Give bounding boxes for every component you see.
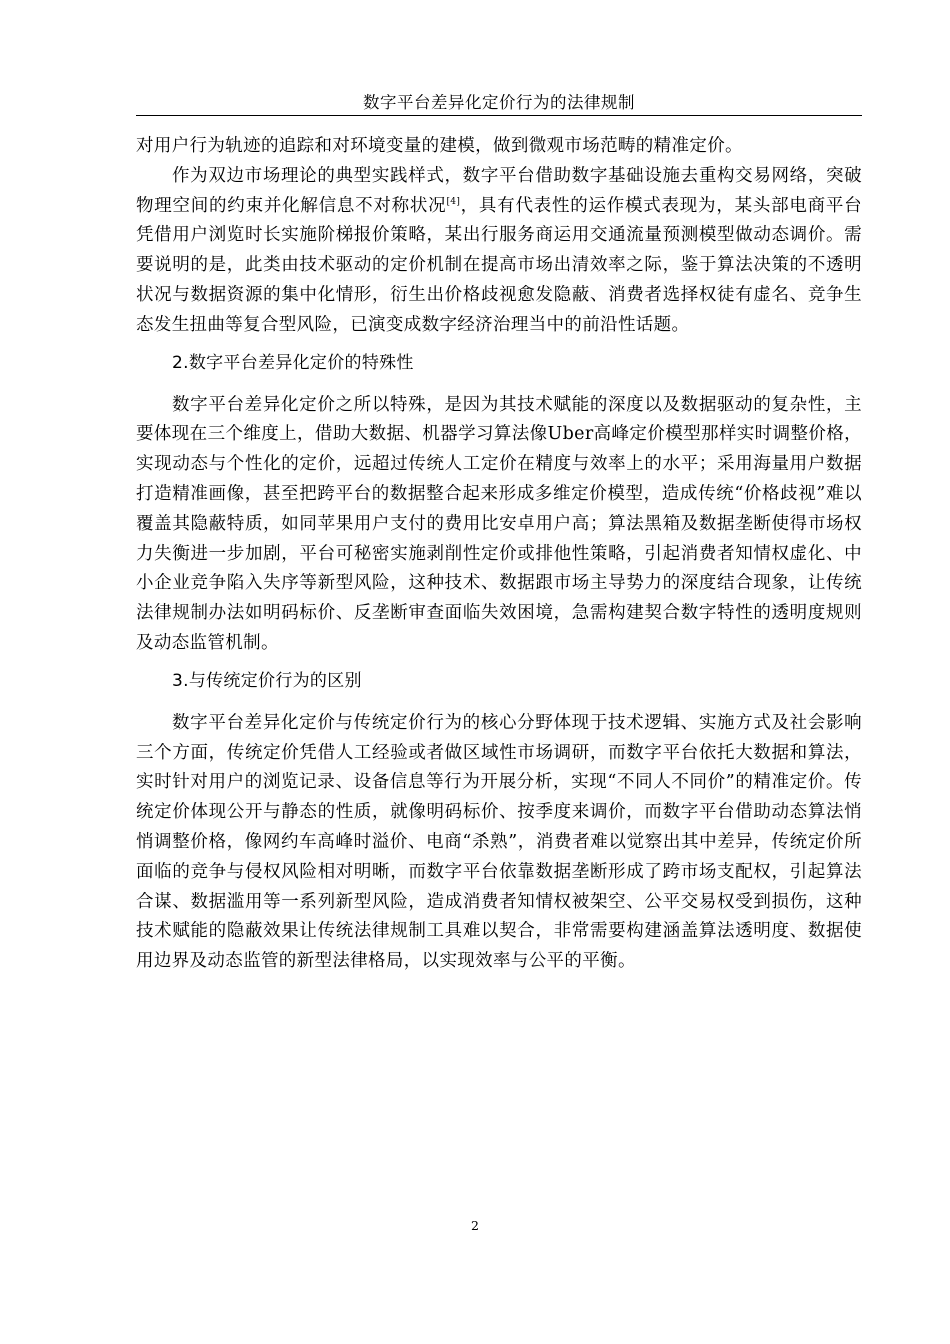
- page-body: [136, 132, 862, 977]
- section-heading-3: 3.与传统定价行为的区别: [172, 670, 362, 691]
- running-header: 数字平台差异化定价行为的法律规制: [363, 93, 635, 112]
- page-number: 2: [471, 1218, 479, 1233]
- section-heading-2: 2.数字平台差异化定价的特殊性: [172, 352, 414, 373]
- citation-ref: [4]: [446, 196, 461, 207]
- paragraph-text-part2: ，具有代表性的运作模式表现为，某头部电商平台凭借用户浏览时长实施阶梯报价策略，某出行服务商运用交通流量预测模型做动态调价。需要说明的是，此类由技术驱动的定价机制在提高市场出清效率之际，鉴于算法决策的不透明状况与数据资源的集中化情形，衍生出价格歧视愈发隐蔽、消费者选择权徒有虚名、竞争生态发生扭曲等复合型风险，已演变成数字经济治理当中的前沿性话题。: [136, 195, 862, 335]
- paragraph-two-sided-market: [136, 162, 862, 341]
- paragraph-specialty: 数字平台差异化定价之所以特殊，是因为其技术赋能的深度以及数据驱动的复杂性，主要体现在三个维度上，借助大数据、机器学习算法像Uber高峰定价模型那样实时调整价格，实现动态与个性化的定价，远超过传统人工定价在精度与效率上的水平；采用海量用户数据打造精准画像，甚至把跨平台的数据整合起来形成多维定价模型，造成传统“价格歧视”难以覆盖其隐蔽特质，如同苹果用户支付的费用比安卓用户高；算法黑箱及数据垄断使得市场权力失衡进一步加剧，平台可秘密实施剥削性定价或排他性策略，引起消费者知情权虚化、中小企业竞争陷入失序等新型风险，这种技术、数据跟市场主导势力的深度结合现象，让传统法律规制办法如明码标价、反垄断审查面临失效困境，急需构建契合数字特性的透明度规则及动态监管机制。: [136, 394, 862, 653]
- paragraph-continuation: 对用户行为轨迹的追踪和对环境变量的建模，做到微观市场范畴的精准定价。: [136, 136, 743, 156]
- paragraph-difference: 数字平台差异化定价与传统定价行为的核心分野体现于技术逻辑、实施方式及社会影响三个方面，传统定价凭借人工经验或者做区域性市场调研，而数字平台依托大数据和算法，实时针对用户的浏览记录、设备信息等行为开展分析，实现“不同人不同价”的精准定价。传统定价体现公开与静态的性质，就像明码标价、按季度来调价，而数字平台借助动态算法悄悄调整价格，像网约车高峰时溢价、电商“杀熟”，消费者难以觉察出其中差异，传统定价所面临的竞争与侵权风险相对明晰，而数字平台依靠数据垄断形成了跨市场支配权，引起算法合谋、数据滥用等一系列新型风险，造成消费者知情权被架空、公平交易权受到损伤，这种技术赋能的隐蔽效果让传统法律规制工具难以契合，非常需要构建涵盖算法透明度、数据使用边界及动态监管的新型法律格局，以实现效率与公平的平衡。: [136, 712, 862, 972]
- header-divider: [136, 115, 862, 116]
- paragraph-text-part1: 作为双边市场理论的典型实践样式，数字平台借助数字基础设施去重构交易网络，突破物理空间的约束并化解信息不对称状况: [136, 165, 862, 216]
